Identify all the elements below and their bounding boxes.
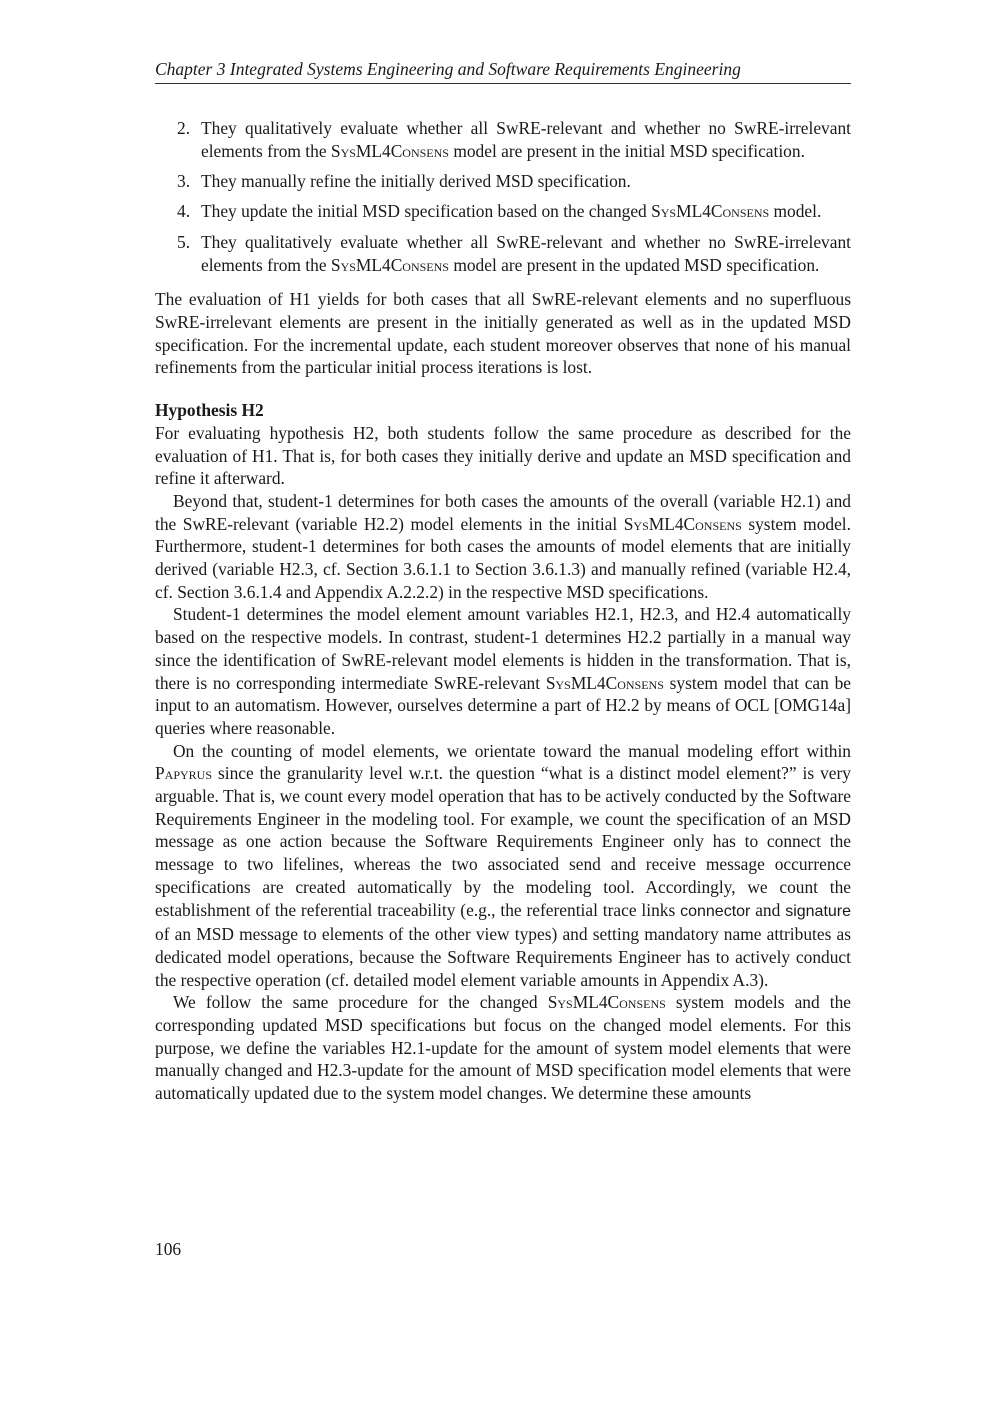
list-item-number: 2. bbox=[177, 118, 191, 138]
list-item: 3. They manually refine the initially derived MSD specification. bbox=[177, 171, 631, 192]
h2-paragraph-1: For evaluating hypothesis H2, both students follow the same procedure as described for the evaluation of H1. That is, for both cases they initially derive and update an MSD specification and refine it afterward. bbox=[155, 422, 851, 489]
list-item: 4. They update the initial MSD specification based on the changed SysML4Consens model. bbox=[177, 201, 822, 222]
h2-paragraph-4: On the counting of model elements, we orientate toward the manual modeling effort within Papyrus since the granularity level w.r.t. the question “what is a distinct model element?” is very arguable. That is, we count every model operation that has to be actively conducted by the Software Requirements Engineer in the modeling tool. For example, we count the specification of an MSD message as one action because the Software Requirements Engineer only has to connect the message to two lifelines, whereas the two associated send and receive message occurrence specifications are created automatically by the modeling tool. Accordingly, we count the establishment of the referential traceability (e.g., the referential trace links connector and signature of an MSD message to elements of the other view types) and setting mandatory name attributes as dedicated model operations, because the Software Requirements Engineer has to actively conduct the respective operation (cf. detailed model element variable amounts in Appendix A.3). bbox=[155, 740, 852, 990]
procedure-steps-list bbox=[155, 117, 851, 276]
h1-evaluation-paragraph: The evaluation of H1 yields for both cases that all SwRE-relevant elements and no superfluous SwRE-irrelevant elements are present in the initially generated as well as in the updated MSD specification. For the incremental update, each student moreover observes that none of his manual refinements from the particular initial process iterations is lost. bbox=[155, 289, 851, 378]
body-text bbox=[155, 117, 851, 1105]
hypothesis-h2-heading: Hypothesis H2 bbox=[155, 400, 264, 421]
signature-term: signature bbox=[785, 902, 852, 920]
sysml4consens-term: SysML4Consens bbox=[547, 992, 666, 1013]
connector-term: connector bbox=[680, 902, 751, 920]
list-item-number: 3. bbox=[177, 171, 191, 192]
h2-paragraph-5: We follow the same procedure for the changed SysML4Consens system models and the corresponding updated MSD specifications but focus on the changed model elements. For this purpose, we define the variables H2.1-update for the amount of system model elements that were manually changed and H2.3-update for the amount of MSD specification model elements that were automatically updated due to the system model changes. We determine these amounts bbox=[155, 992, 851, 1104]
sysml4consens-term: SysML4Consens bbox=[330, 254, 449, 275]
sysml4consens-term: SysML4Consens bbox=[651, 201, 770, 222]
sysml4consens-term: SysML4Consens bbox=[545, 672, 664, 693]
h2-paragraph-3: Student-1 determines the model element amount variables H2.1, H2.3, and H2.4 automatically based on the respective models. In contrast, student-1 determines H2.2 partially in a manual way since the identification of SwRE-relevant model elements is hidden in the transformation. That is, there is no corresponding intermediate SwRE-relevant SysML4Consens system model that can be input to an automatism. However, ourselves determine a part of H2.2 by means of OCL [OMG14a] queries where reasonable. bbox=[155, 604, 851, 738]
running-header: Chapter 3 Integrated Systems Engineering and Software Requirements Engineering bbox=[155, 58, 851, 84]
list-item: 2. They qualitatively evaluate whether all SwRE-relevant and whether no SwRE-irrelevant elements from the SysML4Consens model are present in the initial MSD specification. bbox=[177, 118, 851, 161]
h2-paragraph-2: Beyond that, student-1 determines for both cases the amounts of the overall (variable H2.1) and the SwRE-relevant (variable H2.2) model elements in the initial SysML4Consens system model. Furthermore, student-1 determines for both cases the amounts of model elements that are initially derived (variable H2.3, cf. Section 3.6.1.1 to Section 3.6.1.3) and manually refined (variable H2.4, cf. Section 3.6.1.4 and Appendix A.2.2.2) in the respective MSD specifications. bbox=[155, 490, 851, 602]
list-item-number: 5. bbox=[177, 231, 191, 252]
sysml4consens-term: SysML4Consens bbox=[330, 140, 449, 161]
papyrus-term: Papyrus bbox=[155, 763, 213, 784]
page-number: 106 bbox=[155, 1239, 182, 1259]
list-item-number: 4. bbox=[177, 201, 191, 222]
sysml4consens-term: SysML4Consens bbox=[623, 513, 742, 534]
list-item: 5. They qualitatively evaluate whether all SwRE-relevant and whether no SwRE-irrelevant elements from the SysML4Consens model are present in the updated MSD specification. bbox=[177, 231, 851, 275]
